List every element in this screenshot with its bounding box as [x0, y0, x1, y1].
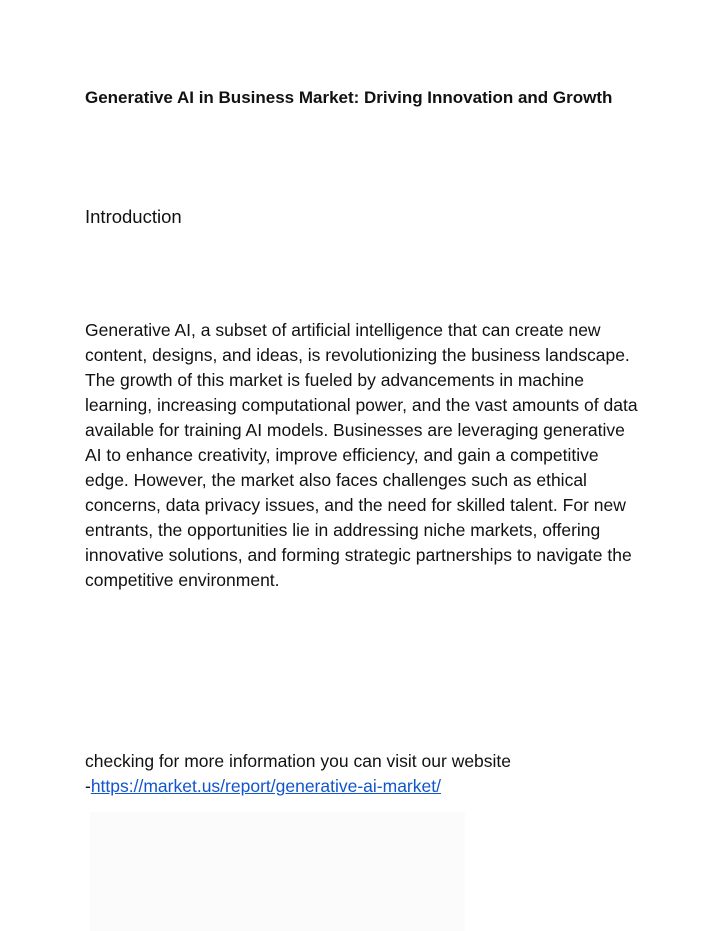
introduction-paragraph: Generative AI, a subset of artificial intelligence that can create new content, designs, and ideas, is revolutionizing the business landscape. The growth of this market is fueled by advancements in machine learning, increasing computational power, and the vast amounts of data available for training AI models. Businesses are leveraging generative AI to enhance creativity, improve efficiency, and gain a competitive edge. However, the market also faces challenges such as ethical concerns, data privacy issues, and the need for skilled talent. For new entrants, the opportunities lie in addressing niche markets, offering innovative solutions, and forming strategic partnerships to navigate the competitive environment.	[85, 320, 638, 590]
section-heading: Introduction	[85, 206, 182, 227]
document-title: Generative AI in Business Market: Driving Innovation and Growth	[85, 88, 613, 107]
website-reference-text: checking for more information you can visit our website	[85, 751, 512, 771]
website-link[interactable]: https://market.us/report/generative-ai-market/	[90, 776, 441, 796]
blank-image-area	[90, 812, 465, 931]
website-reference	[85, 749, 645, 799]
link-prefix: -	[85, 776, 91, 796]
